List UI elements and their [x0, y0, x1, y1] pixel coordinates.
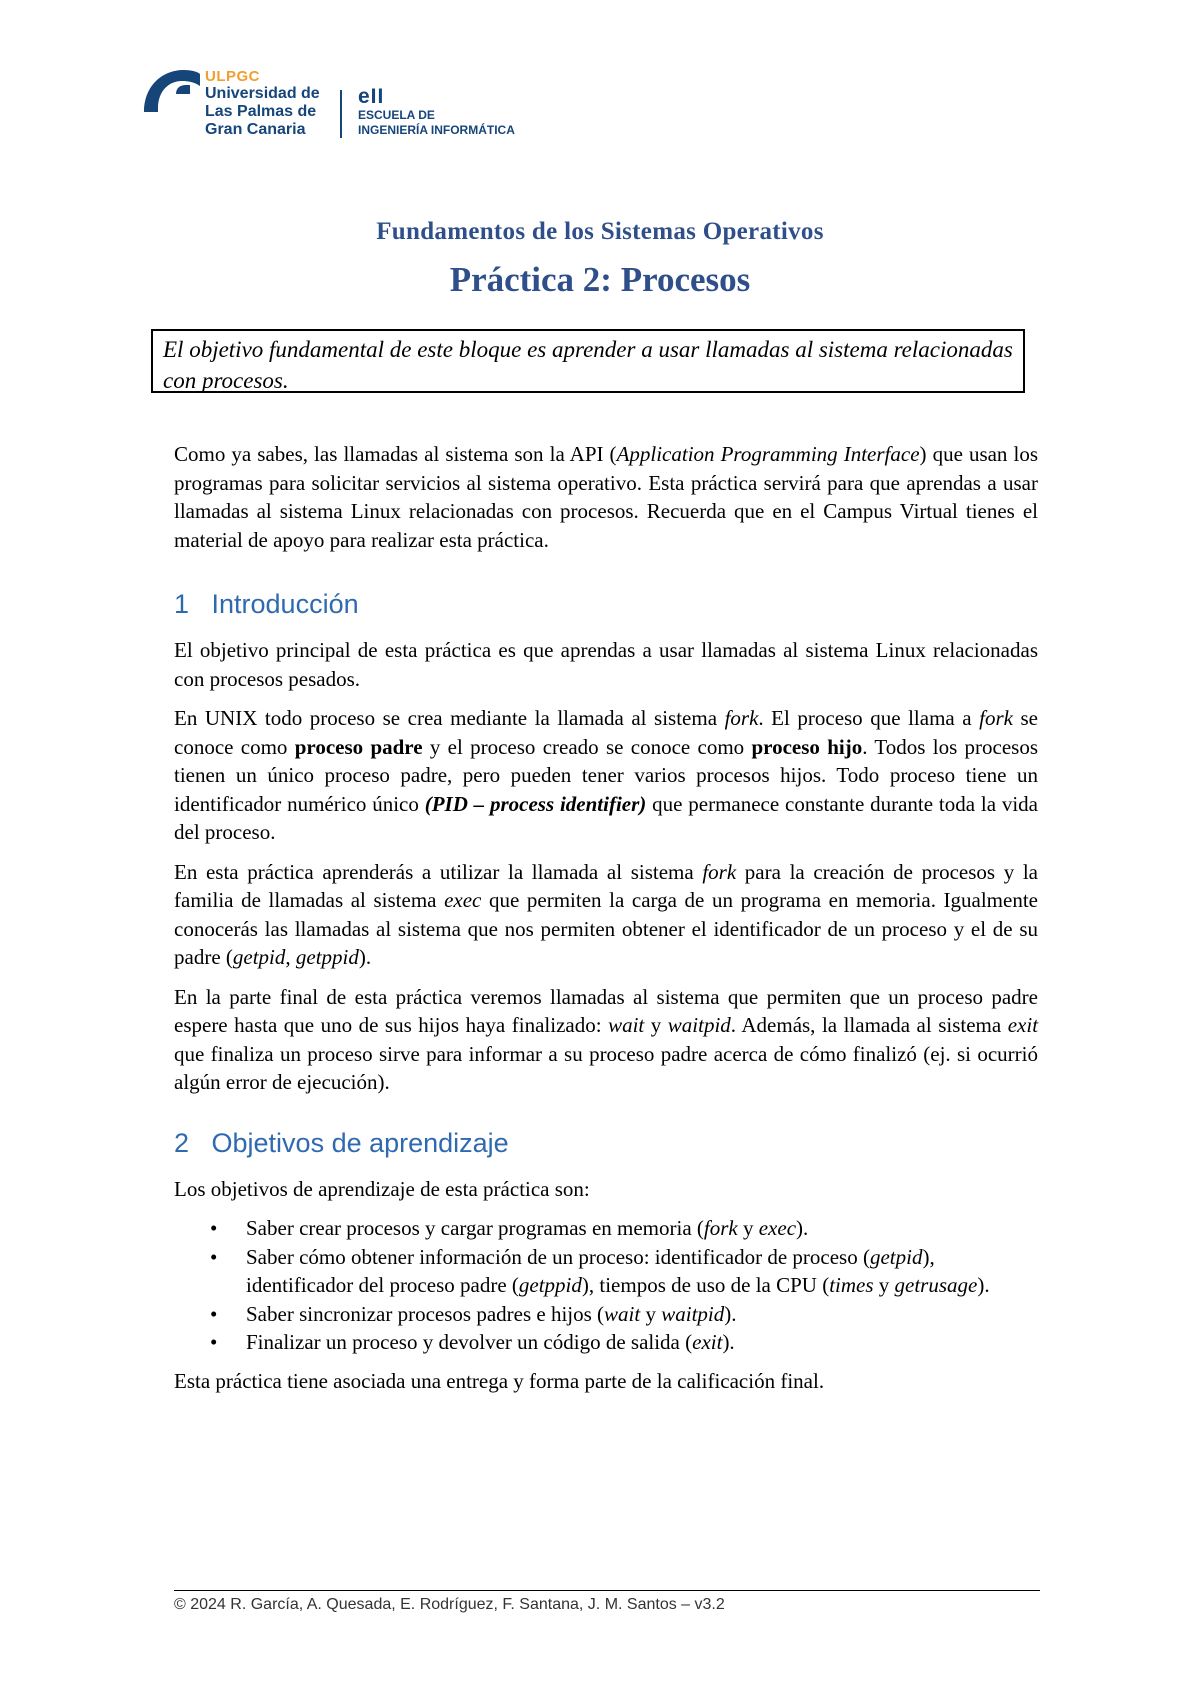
section1-paragraph-4: En la parte final de esta práctica veremos llamadas al sistema que permiten que un proceso padre espere hasta que uno de sus hijos haya finalizado: wait y waitpid. Además, la llamada al sistema exit que finaliza un proceso sirve para informar a su proceso padre acerca de cómo finalizó (ej. si ocurrió algún error de ejecución).	[174, 984, 1039, 1094]
ulpgc-line2: Las Palmas de	[205, 103, 317, 120]
eii-line1: ESCUELA DE	[358, 108, 435, 122]
course-title: Fundamentos de los Sistemas Operativos	[376, 218, 824, 245]
footer-copyright: © 2024 R. García, A. Quesada, E. Rodríguez, F. Santana, J. M. Santos – v3.2	[174, 1596, 725, 1613]
practice-title: Práctica 2: Procesos	[449, 260, 751, 299]
list-item: • Saber cómo obtener información de un proceso: identificador de proceso (getpid), identificador del proceso padre (getppid), tiempos de uso de la CPU (times y getrusage).	[246, 1243, 1038, 1300]
objectives-list	[174, 1214, 1038, 1357]
list-item: • Saber sincronizar procesos padres e hijos (wait y waitpid).	[246, 1300, 1038, 1329]
eii-logo: eII	[358, 85, 385, 108]
ulpgc-line1: Universidad de	[205, 85, 320, 102]
ulpgc-line3: Gran Canaria	[205, 121, 306, 138]
section2-closing: Esta práctica tiene asociada una entrega y forma parte de la calificación final.	[174, 1368, 825, 1393]
ulpgc-tag: ULPGC	[205, 68, 260, 85]
section-heading-introduccion: 1 Introducción	[174, 589, 359, 619]
section2-lead: Los objetivos de aprendizaje de esta práctica son:	[174, 1176, 590, 1201]
eii-wordmark	[358, 86, 515, 138]
ulpgc-logo-icon	[140, 64, 202, 116]
header-logos	[140, 60, 600, 150]
list-item: • Finalizar un proceso y devolver un código de salida (exit).	[246, 1328, 1038, 1357]
objective-box: El objetivo fundamental de este bloque es aprender a usar llamadas al sistema relacionadas con procesos.	[151, 329, 1025, 393]
ulpgc-wordmark	[205, 68, 320, 139]
document-body	[174, 440, 1038, 1406]
section1-paragraph-3: En esta práctica aprenderás a utilizar la llamada al sistema fork para la creación de procesos y la familia de llamadas al sistema exec que permiten la carga de un programa en memoria. Igualmente conocerás las llamadas al sistema que nos permiten obtener el identificador de un proceso y el de su padre (getpid, getppid).	[174, 859, 1038, 969]
logo-divider	[340, 90, 342, 138]
footer-rule	[174, 1590, 1040, 1591]
list-item: • Saber crear procesos y cargar programas en memoria (fork y exec).	[246, 1214, 1038, 1243]
section1-paragraph-2: En UNIX todo proceso se crea mediante la llamada al sistema fork. El proceso que llama a fork se conoce como proceso padre y el proceso creado se conoce como proceso hijo. Todos los procesos tienen un único proceso padre, pero pueden tener varios procesos hijos. Todo proceso tiene un identificador numérico único (PID – process identifier) que permanece constante durante toda la vida del proceso.	[174, 706, 1039, 844]
section1-paragraph-1: El objetivo principal de esta práctica es que aprendas a usar llamadas al sistema Linux relacionadas con procesos pesados.	[174, 638, 1038, 691]
section-heading-objetivos: 2 Objetivos de aprendizaje	[174, 1127, 509, 1158]
eii-line2: INGENIERÍA INFORMÁTICA	[358, 123, 515, 137]
intro-paragraph: Como ya sabes, las llamadas al sistema son la API (Application Programming Interface) que usan los programas para solicitar servicios al sistema operativo. Esta práctica servirá para que aprendas a usar llamadas al sistema Linux relacionadas con procesos. Recuerda que en el Campus Virtual tienes el material de apoyo para realizar esta práctica.	[174, 442, 1038, 552]
